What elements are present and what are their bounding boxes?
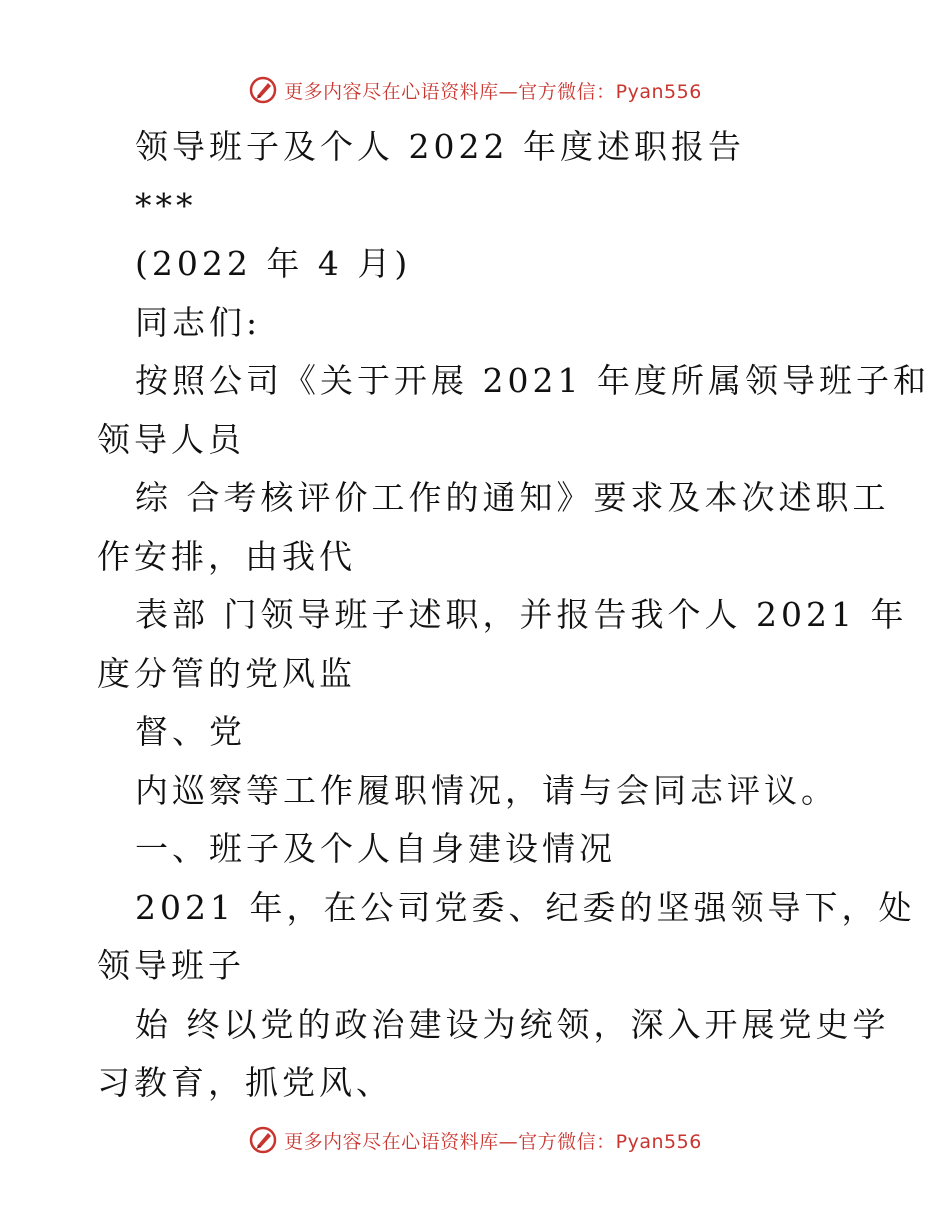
text-line: ***	[135, 185, 197, 225]
watermark-text: 更多内容尽在心语资料库—官方微信：Pyan556	[284, 1130, 702, 1153]
document-body	[97, 118, 930, 1113]
text-line: 督、党	[135, 712, 246, 751]
header-watermark	[0, 72, 950, 108]
text-line: 领导人员	[97, 419, 245, 459]
text-line: 内巡察等工作履职情况，请与会同志评议。	[135, 770, 838, 810]
watermark-text: 更多内容尽在心语资料库—官方微信：Pyan556	[284, 80, 702, 103]
footer-watermark	[0, 1122, 950, 1158]
text-line: 表部 门领导班子述职，并报告我个人 2021 年	[135, 595, 908, 634]
text-line: 习教育，抓党风、	[97, 1063, 393, 1102]
text-line: 领导班子	[97, 946, 245, 985]
text-line: 按照公司《关于开展 2021 年度所属领导班子和	[135, 361, 930, 400]
text-line: 领导班子及个人 2022 年度述职报告	[135, 127, 745, 166]
text-line: 度分管的党风监	[97, 653, 356, 693]
text-line: (2022 年 4 月)	[135, 244, 412, 283]
text-line: 始 终以党的政治建设为统领，深入开展党史学	[135, 1004, 890, 1044]
text-line: 一、班子及个人自身建设情况	[135, 829, 616, 868]
text-line: 综 合考核评价工作的通知》要求及本次述职工	[135, 478, 890, 517]
pen-logo-icon	[248, 1125, 278, 1155]
text-line: 同志们:	[135, 302, 262, 342]
text-line: 作安排，由我代	[97, 536, 356, 576]
pen-logo-icon	[248, 75, 278, 105]
text-line: 2021 年，在公司党委、纪委的坚强领导下，处	[135, 887, 916, 927]
